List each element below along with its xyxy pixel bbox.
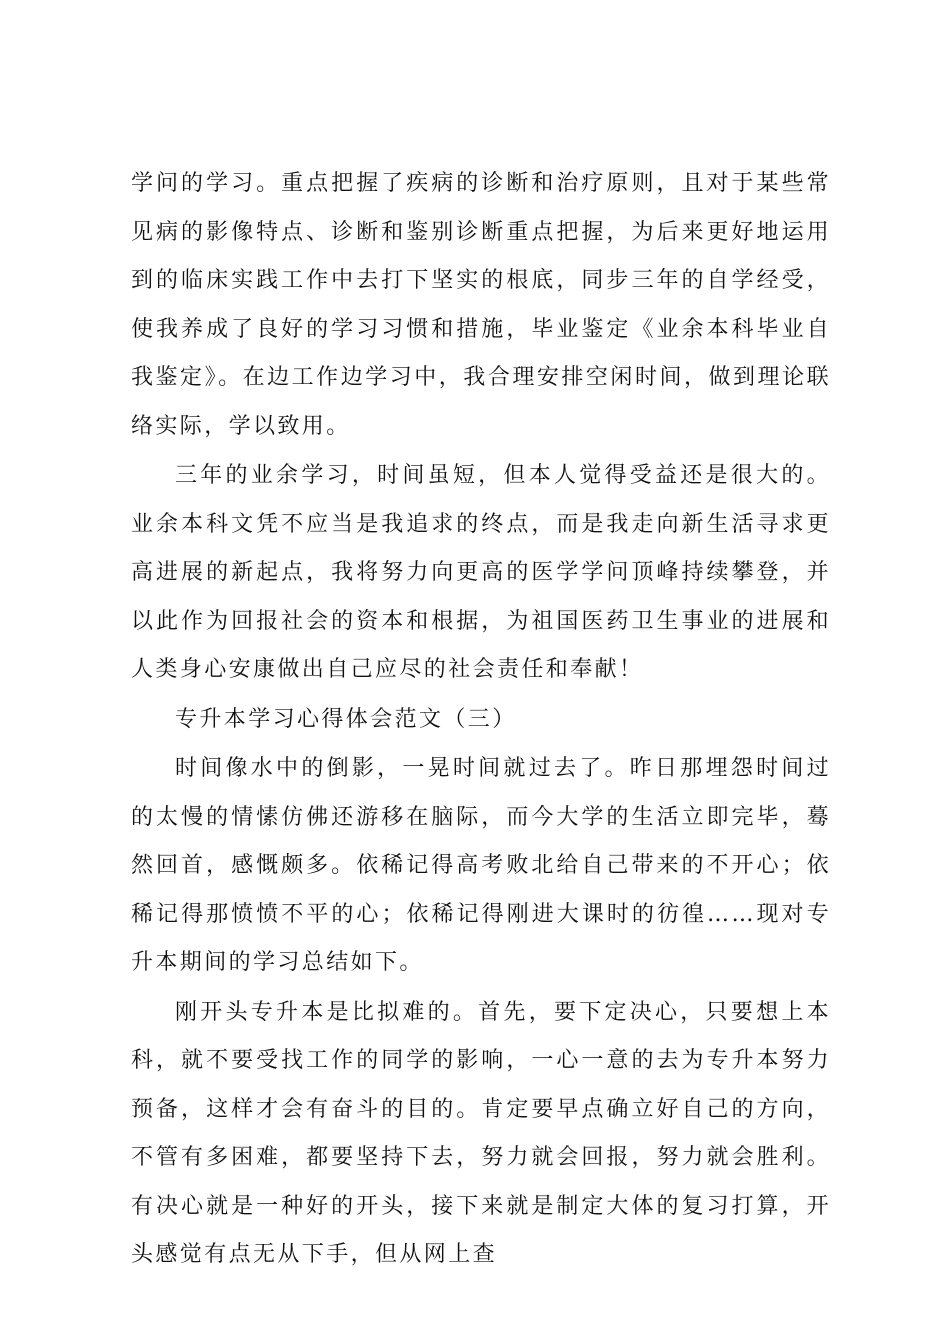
paragraph-2: 三年的业余学习，时间虽短，但本人觉得受益还是很大的。业余本科文凭不应当是我追求的终点，而是我走向新生活寻求更高进展的新起点，我将努力向更高的医学学问顶峰持续攀登，并以此作为回报社会的资本和根据，为祖国医药卫生事业的进展和人类身心安康做出自己应尽的社会责任和奉献！ bbox=[131, 463, 831, 682]
paragraph-1: 学问的学习。重点把握了疾病的诊断和治疗原则，且对于某些常见病的影像特点、诊断和鉴别诊断重点把握，为后来更好地运用到的临床实践工作中去打下坚实的根底，同步三年的自学经受，使我养成了良好的学习习惯和措施，毕业鉴定《业余本科毕业自我鉴定》。在边工作边学习中，我合理安排空闲时间，做到理论联络实际，学以致用。 bbox=[131, 171, 831, 439]
paragraph-4: 刚开头专升本是比拟难的。首先，要下定决心，只要想上本科，就不要受找工作的同学的影响，一心一意的去为专升本努力预备，这样才会有奋斗的目的。肯定要早点确立好自己的方向，不管有多困难，都要坚持下去，努力就会回报，努力就会胜利。有决心就是一种好的开头，接下来就是制定大体的复习打算，开头感觉有点无从下手，但从网上查 bbox=[131, 999, 831, 1267]
section-heading: 专升本学习心得体会范文（三） bbox=[175, 706, 517, 732]
document-body bbox=[131, 160, 831, 1280]
paragraph-3: 时间像水中的倒影，一晃时间就过去了。昨日那埋怨时间过的太慢的情愫仿佛还游移在脑际，而今大学的生活立即完毕，蓦然回首，感慨颇多。依稀记得高考败北给自己带来的不开心；依稀记得那愤愤不平的心；依稀记得刚进大课时的彷徨……现对专升本期间的学习总结如下。 bbox=[131, 756, 831, 975]
